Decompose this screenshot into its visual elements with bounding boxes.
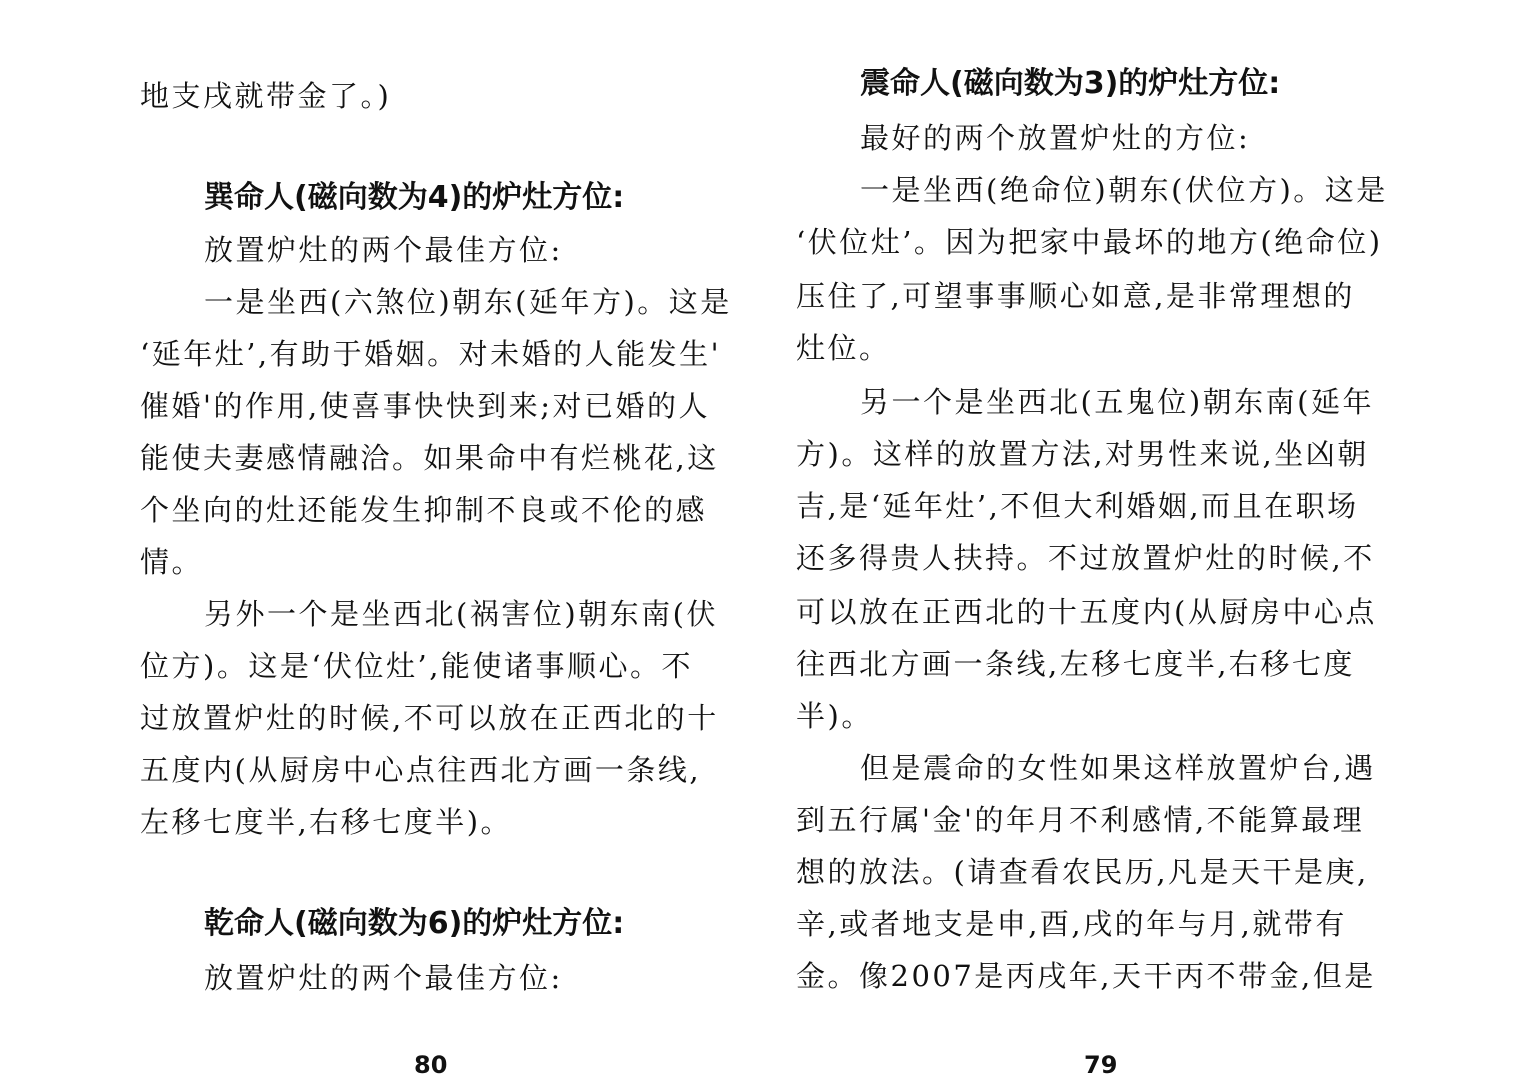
text-line: 灶位。 <box>796 331 891 365</box>
text-line: 可以放在正西北的十五度内(从厨房中心点 <box>796 595 1377 629</box>
text-line: 催婚'的作用,使喜事快快到来;对已婚的人 <box>140 389 710 423</box>
text-line: 位方)。这是‘伏位灶’,能使诸事顺心。不 <box>140 649 693 683</box>
text-line: 往西北方画一条线,左移七度半,右移七度 <box>796 647 1355 681</box>
right-page <box>796 0 1396 1080</box>
text-line: ‘延年灶’,有助于婚姻。对未婚的人能发生' <box>140 337 722 371</box>
text-line: 压住了,可望事事顺心如意,是非常理想的 <box>796 279 1355 313</box>
text-line: 另一个是坐西北(五鬼位)朝东南(延年 <box>860 385 1374 419</box>
page-number: 80 <box>414 1051 448 1079</box>
text-line: 另外一个是坐西北(祸害位)朝东南(伏 <box>204 597 718 631</box>
text-line: 过放置炉灶的时候,不可以放在正西北的十 <box>140 701 719 735</box>
text-line: ‘伏位灶’。因为把家中最坏的地方(绝命位) <box>796 225 1383 259</box>
text-line: 五度内(从厨房中心点往西北方画一条线, <box>140 753 702 787</box>
section-heading: 乾命人(磁向数为6)的炉灶方位: <box>204 906 625 941</box>
text-line: 想的放法。(请查看农民历,凡是天干是庚, <box>796 855 1369 889</box>
page-number: 79 <box>1084 1051 1118 1079</box>
text-line: 金。像2007是丙戌年,天干丙不带金,但是 <box>796 959 1376 993</box>
text-line: 到五行属'金'的年月不利感情,不能算最理 <box>796 803 1365 837</box>
text-line: 左移七度半,右移七度半)。 <box>140 805 513 839</box>
text-line: 辛,或者地支是申,酉,戌的年与月,就带有 <box>796 907 1347 941</box>
text-line: 还多得贵人扶持。不过放置炉灶的时候,不 <box>796 541 1375 575</box>
left-page <box>140 0 740 1080</box>
text-line: 放置炉灶的两个最佳方位: <box>204 961 563 995</box>
text-line: 能使夫妻感情融洽。如果命中有烂桃花,这 <box>140 441 719 475</box>
text-line: 吉,是‘延年灶’,不但大利婚姻,而且在职场 <box>796 489 1359 523</box>
text-line: 地支戌就带金了。) <box>140 79 392 113</box>
text-line: 情。 <box>140 545 204 579</box>
text-line: 但是震命的女性如果这样放置炉台,遇 <box>860 751 1376 785</box>
text-line: 个坐向的灶还能发生抑制不良或不伦的感 <box>140 493 708 527</box>
text-line: 半)。 <box>796 699 873 733</box>
section-heading: 震命人(磁向数为3)的炉灶方位: <box>860 66 1281 101</box>
text-line: 方)。这样的放置方法,对男性来说,坐凶朝 <box>796 437 1369 471</box>
text-line: 放置炉灶的两个最佳方位: <box>204 233 563 267</box>
text-line: 一是坐西(六煞位)朝东(延年方)。这是 <box>204 285 732 319</box>
text-line: 最好的两个放置炉灶的方位: <box>860 121 1251 155</box>
section-heading: 巽命人(磁向数为4)的炉灶方位: <box>204 180 625 215</box>
text-line: 一是坐西(绝命位)朝东(伏位方)。这是 <box>860 173 1388 207</box>
